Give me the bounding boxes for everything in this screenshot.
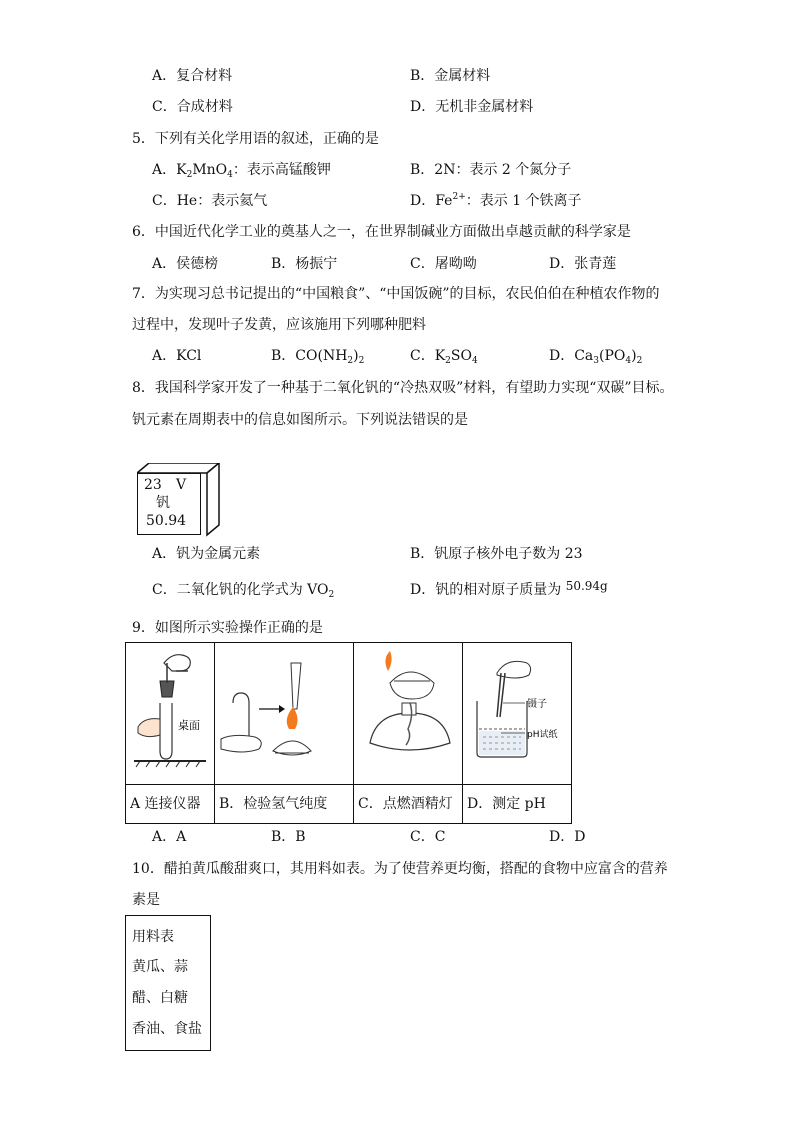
ingredient-table <box>125 915 211 1051</box>
q10-stem-line1: 10．醋拍黄瓜酸甜爽口，其用料如表。为了使营养更均衡，搭配的食物中应富含的营养 <box>132 861 668 877</box>
q8-stem-line2: 钒元素在周期表中的信息如图所示。下列说法错误的是 <box>132 412 468 428</box>
label-ph-paper: pH试纸 <box>527 730 558 740</box>
label-tweezers: 镊子 <box>527 699 547 710</box>
ingredient-table-header: 用料表 <box>132 929 174 945</box>
q7-stem-line2: 过程中，发现叶子发黄，应该施用下列哪种肥料 <box>132 317 426 333</box>
q7-option-c: C．$K_2SO_4$ <box>410 348 478 366</box>
q8-option-a: A．钒为金属元素 <box>152 546 261 562</box>
q4-option-d: D．无机非金属材料 <box>410 99 534 115</box>
q7-stem-line1: 7．为实现习总书记提出的“中国粮食”、“中国饭碗”的目标，农民伯伯在种植农作物的 <box>132 286 660 302</box>
q5-option-d: D．$Fe^{2+}$：表示 1 个铁离子 <box>410 192 582 209</box>
q4-option-b: B．金属材料 <box>410 68 491 84</box>
q9-option-c: C．C <box>410 829 446 845</box>
ingredient-row: 香油、食盐 <box>132 1021 202 1037</box>
q9-stem: 9．如图所示实验操作正确的是 <box>132 620 323 636</box>
q6-option-b: B．杨振宁 <box>271 256 338 272</box>
figure-a-connect-apparatus <box>126 643 215 785</box>
q4-option-c: C．合成材料 <box>152 99 233 115</box>
check-hydrogen-illustration <box>215 643 353 780</box>
q6-option-d: D．张青莲 <box>549 256 617 272</box>
element-cell-vanadium <box>137 463 219 527</box>
atomic-number: 23 <box>144 477 162 493</box>
experiment-figure-table <box>125 642 572 824</box>
caption-a: A 连接仪器 <box>126 785 215 824</box>
q8-option-b: B．钒原子核外电子数为 23 <box>410 546 583 562</box>
q5-option-a: A．$K_2MnO_4$：表示高锰酸钾 <box>152 162 331 180</box>
figure-c-light-alcohol-lamp <box>354 643 463 785</box>
figure-b-check-hydrogen <box>215 643 354 785</box>
connect-apparatus-illustration <box>126 643 214 780</box>
element-cell-front <box>137 473 201 535</box>
q4-option-a: A．复合材料 <box>152 68 233 84</box>
element-symbol: V <box>176 477 187 493</box>
q6-option-a: A．侯德榜 <box>152 256 219 272</box>
q9-option-b: B．B <box>271 829 306 845</box>
ingredient-row: 黄瓜、蒜 <box>132 959 188 975</box>
caption-b: B．检验氢气纯度 <box>215 785 354 824</box>
q7-option-a: A．KCl <box>152 348 202 364</box>
q8-option-d: D．钒的相对原子质量为 50.94g <box>410 579 608 598</box>
label-desk: 桌面 <box>178 719 200 732</box>
element-name: 钒 <box>156 495 170 511</box>
q10-stem-line2: 素是 <box>132 892 160 908</box>
q5-stem: 5．下列有关化学用语的叙述，正确的是 <box>132 131 379 147</box>
q5-option-b: B．2N：表示 2 个氮分子 <box>410 162 572 178</box>
measure-ph-illustration <box>463 643 571 780</box>
q9-option-d: D．D <box>549 829 586 845</box>
alcohol-lamp-illustration <box>354 643 462 780</box>
q7-option-d: D．$Ca_3(PO_4)_2$ <box>549 348 643 366</box>
q9-option-a: A．A <box>152 829 187 845</box>
q8-stem-line1: 8．我国科学家开发了一种基于二氧化钒的“冷热双吸”材料，有望助力实现“双碳”目标。 <box>132 380 674 396</box>
q5-option-c: C．He：表示氦气 <box>152 193 268 209</box>
caption-d: D．测定 pH <box>463 785 572 824</box>
ingredient-row: 醋、白糖 <box>132 990 188 1006</box>
q7-option-b: B．$CO(NH_2)_2$ <box>271 348 365 366</box>
caption-c: C．点燃酒精灯 <box>354 785 463 824</box>
figure-d-measure-ph <box>463 643 572 785</box>
q6-stem: 6．中国近代化学工业的奠基人之一，在世界制碱业方面做出卓越贡献的科学家是 <box>132 224 631 240</box>
q8-option-c: C．二氧化钒的化学式为 $VO_2$ <box>152 582 335 600</box>
q6-option-c: C．屠呦呦 <box>410 256 477 272</box>
atomic-mass: 50.94 <box>146 513 187 529</box>
